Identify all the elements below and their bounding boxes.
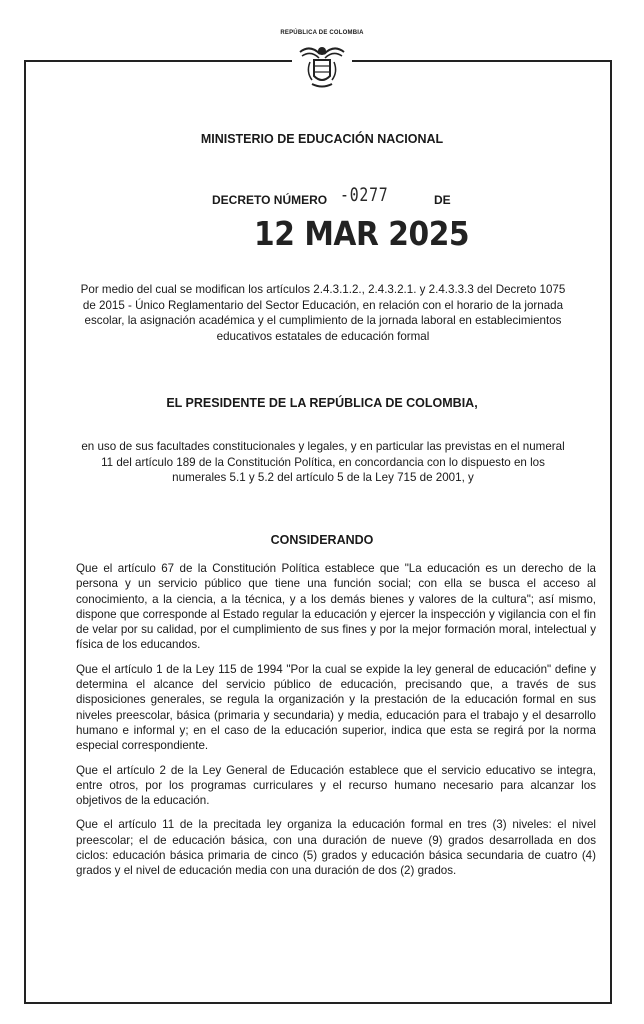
paragraph: Que el artículo 67 de la Constitución Política establece que "La educación es un derecho de la persona y un servicio público que tiene una función social; con ella se busca el acceso al conocimiento, a la ciencia, a la técnica, y a los demás bienes y valores de la cultura"; así mismo, dispone que corresponde al Estado regular la educación y ejercer la inspección y vigilancia con el fin de velar por su calidad, por el cumplimiento de sus fines y por la mejor formación moral, intelectual y física de los educandos. — [76, 562, 596, 652]
paragraph: Que el artículo 1 de la Ley 115 de 1994 "Por la cual se expide la ley general de educación" define y determina el alcance del servicio público de educación, precisando que, a través de sus disposiciones generales, se regula la organización y la prestación de la educación formal en sus niveles preescolar, básica (primaria y secundaria) y media, educación para el trabajo y el desarrollo humano e informal y; en el caso de la educación superior, indica que esta se regirá por la norma especial correspondiente. — [76, 662, 596, 753]
ministry-title: MINISTERIO DE EDUCACIÓN NACIONAL — [200, 132, 444, 146]
paragraph: Que el artículo 2 de la Ley General de Educación establece que el servicio educativo se integra, entre otros, por los programas curriculares y el recurso humano necesario para alcanzar los objetivos de la educación. — [76, 763, 596, 808]
considering-heading: CONSIDERANDO — [270, 533, 374, 547]
powers-statement: en uso de sus facultades constitucionales y legales, y en particular las previstas en el numeral 11 del artículo 189 de la Constitución Política, en concordancia con lo dispuesto en los numerales 5.1 y 5.2 del artículo 5 de la Ley 715 de 2001, y — [81, 440, 565, 485]
decree-de-label: DE — [434, 193, 451, 207]
president-heading: EL PRESIDENTE DE LA REPÚBLICA DE COLOMBIA, — [166, 396, 478, 410]
republic-header: REPÚBLICA DE COLOMBIA — [280, 30, 364, 36]
paragraph: Que el artículo 11 de la precitada ley organiza la educación formal en tres (3) niveles: el nivel preescolar; el de educación básica, con una duración de nueve (9) grados desarrollada en dos ciclos: educación básica primaria de cinco (5) grados y educación básica secundaria de cuatro (4) grados y el nivel de educación media con una duración de dos (2) grados. — [76, 818, 596, 878]
coat-of-arms-icon — [296, 42, 348, 92]
decree-label: DECRETO NÚMERO — [212, 193, 328, 207]
decree-summary: Por medio del cual se modifican los artículos 2.4.3.1.2., 2.4.3.2.1. y 2.4.3.3.3 del Decreto 1075 de 2015 - Único Reglamentario del Sector Educación, en relación con el horario de la jornada escolar, la asignación académica y el cumplimiento de la jornada laboral en establecimientos educativos estatales de educación formal — [80, 283, 566, 343]
decree-date-stamp: 12 MAR 2025 — [254, 214, 470, 253]
considering-paragraphs — [76, 561, 596, 888]
decree-number: -0277 — [340, 184, 389, 206]
